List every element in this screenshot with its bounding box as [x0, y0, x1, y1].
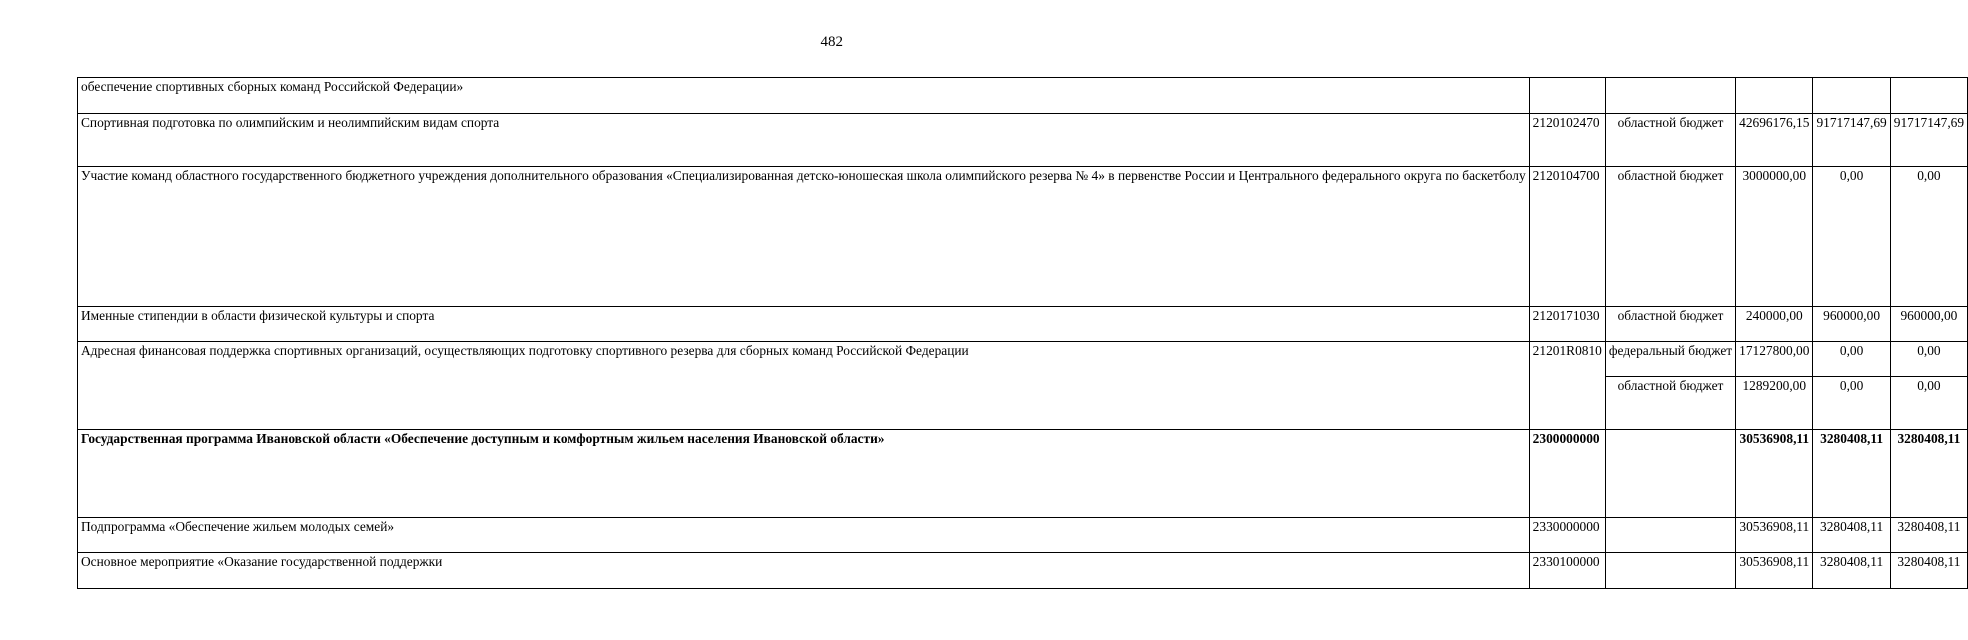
- row-amount-year3: [1890, 78, 1967, 114]
- row-description: Именные стипендии в области физической культуры и спорта: [78, 307, 1530, 342]
- row-amount-year1: [1736, 78, 1813, 114]
- row-description: Адресная финансовая поддержка спортивных организаций, осуществляющих подготовку спортивного резерва для сборных команд Российской Федерации: [78, 342, 1530, 430]
- row-source: [1605, 553, 1735, 589]
- table-row: [78, 78, 1968, 114]
- row-description: Спортивная подготовка по олимпийским и неолимпийским видам спорта: [78, 114, 1530, 167]
- row-amount-year2: 3280408,11: [1813, 553, 1890, 589]
- row-amount-year2: 91717147,69: [1813, 114, 1890, 167]
- budget-table: [77, 77, 1968, 589]
- row-source: федеральный бюджет: [1605, 342, 1735, 377]
- table-row: [78, 430, 1968, 518]
- row-code: [1529, 377, 1605, 430]
- row-amount-year2: 0,00: [1813, 342, 1890, 377]
- row-code: 2120171030: [1529, 307, 1605, 342]
- row-amount-year2: 3280408,11: [1813, 430, 1890, 518]
- table-row: [78, 342, 1968, 377]
- row-source: областной бюджет: [1605, 377, 1735, 430]
- row-amount-year1: 17127800,00: [1736, 342, 1813, 377]
- table-row: [78, 307, 1968, 342]
- row-amount-year1: 30536908,11: [1736, 553, 1813, 589]
- row-code: 2120102470: [1529, 114, 1605, 167]
- row-amount-year1: 30536908,11: [1736, 430, 1813, 518]
- row-amount-year3: 0,00: [1890, 342, 1967, 377]
- row-code: 2330000000: [1529, 518, 1605, 553]
- row-amount-year3: 3280408,11: [1890, 430, 1967, 518]
- row-code: [1529, 78, 1605, 114]
- row-amount-year2: [1813, 78, 1890, 114]
- row-amount-year1: 1289200,00: [1736, 377, 1813, 430]
- table-row: [78, 114, 1968, 167]
- row-description: Подпрограмма «Обеспечение жильем молодых семей»: [78, 518, 1530, 553]
- row-amount-year2: 3280408,11: [1813, 518, 1890, 553]
- row-source: [1605, 78, 1735, 114]
- row-source: [1605, 518, 1735, 553]
- row-amount-year1: 42696176,15: [1736, 114, 1813, 167]
- row-amount-year3: 0,00: [1890, 167, 1967, 307]
- row-description: Участие команд областного государственного бюджетного учреждения дополнительного образования «Специализированная детско-юношеская школа олимпийского резерва № 4» в первенстве России и Центрального федерального округа по баскетболу: [78, 167, 1530, 307]
- row-code: 2120104700: [1529, 167, 1605, 307]
- row-amount-year3: 3280408,11: [1890, 553, 1967, 589]
- row-source: областной бюджет: [1605, 167, 1735, 307]
- row-source: областной бюджет: [1605, 307, 1735, 342]
- row-description: Государственная программа Ивановской области «Обеспечение доступным и комфортным жильем населения Ивановской области»: [78, 430, 1530, 518]
- row-description: Основное мероприятие «Оказание государственной поддержки: [78, 553, 1530, 589]
- row-amount-year1: 30536908,11: [1736, 518, 1813, 553]
- row-source: областной бюджет: [1605, 114, 1735, 167]
- page-number: 482: [820, 34, 843, 50]
- row-amount-year3: 960000,00: [1890, 307, 1967, 342]
- row-amount-year1: 3000000,00: [1736, 167, 1813, 307]
- row-amount-year3: 91717147,69: [1890, 114, 1967, 167]
- table-row: [78, 518, 1968, 553]
- table-row: [78, 167, 1968, 307]
- row-amount-year2: 960000,00: [1813, 307, 1890, 342]
- row-amount-year3: 3280408,11: [1890, 518, 1967, 553]
- row-code: 2330100000: [1529, 553, 1605, 589]
- row-amount-year2: 0,00: [1813, 377, 1890, 430]
- table-row: [78, 553, 1968, 589]
- row-amount-year2: 0,00: [1813, 167, 1890, 307]
- row-description: обеспечение спортивных сборных команд Российской Федерации»: [78, 78, 1530, 114]
- row-amount-year3: 0,00: [1890, 377, 1967, 430]
- row-code: 2300000000: [1529, 430, 1605, 518]
- row-amount-year1: 240000,00: [1736, 307, 1813, 342]
- row-code: 21201R0810: [1529, 342, 1605, 377]
- row-source: [1605, 430, 1735, 518]
